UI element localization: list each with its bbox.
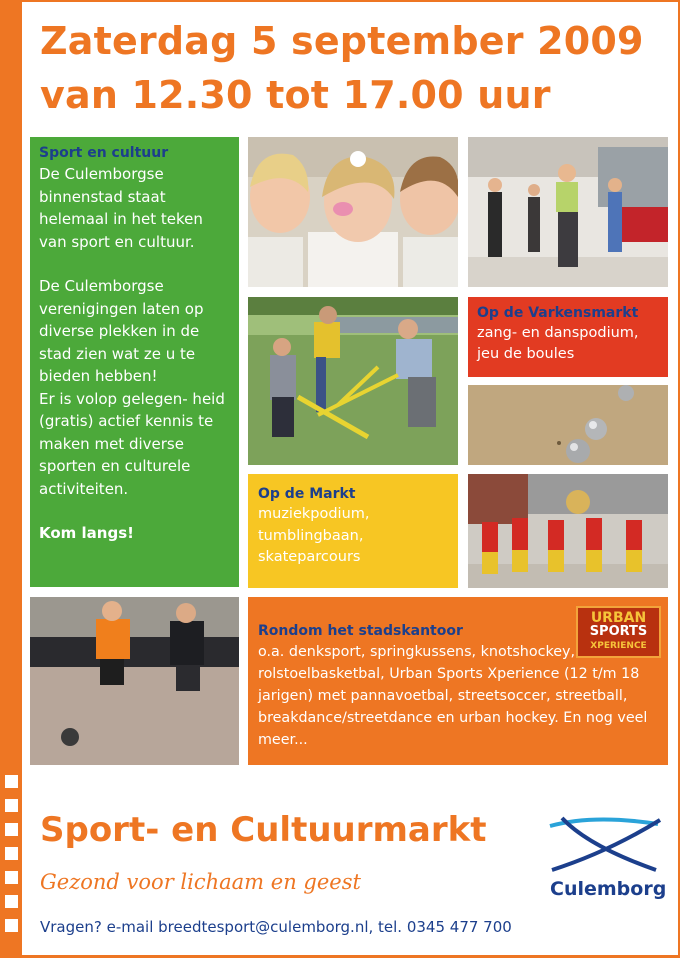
culemborg-logo-mark bbox=[548, 816, 664, 874]
panel-text: zang- en danspodium, jeu de boules bbox=[477, 325, 639, 362]
border-notch bbox=[5, 823, 18, 836]
logo-text: SPORTS bbox=[589, 624, 648, 639]
event-time: van 12.30 tot 17.00 uur bbox=[40, 73, 551, 117]
event-tagline: Gezond voor lichaam en geest bbox=[40, 870, 361, 894]
event-name: Sport- en Cultuurmarkt bbox=[40, 810, 487, 850]
panel-text: Er is volop gelegen- heid (gratis) actief kennis te maken met diverse sporten en culturele activiteiten. bbox=[39, 389, 225, 498]
panel-text: muziekpodium, tumblingbaan, skateparcours bbox=[258, 506, 370, 565]
panel-sport-en-cultuur bbox=[30, 137, 239, 587]
logo-text: URBAN bbox=[590, 610, 647, 626]
event-date: Zaterdag 5 september 2009 bbox=[40, 19, 644, 63]
call-to-action: Kom langs! bbox=[39, 524, 134, 542]
panel-varkensmarkt bbox=[468, 297, 668, 377]
panel-title: Op de Varkensmarkt bbox=[477, 305, 639, 321]
panel-text: o.a. denksport, springkussens, knotshockey, rolstoelbasketbal, Urban Sports Xperience (12 t/m 18 jarigen) met pannavoetbal, streetsoccer, streetball, breakdance/streetdance en urban hockey. En nog veel meer... bbox=[258, 644, 648, 748]
logo-text: XPERIENCE bbox=[590, 641, 647, 651]
photo-street-football bbox=[30, 597, 239, 765]
photo-dancers bbox=[468, 137, 668, 287]
culemborg-logo-text: Culemborg bbox=[550, 878, 667, 900]
panel-title: Rondom het stadskantoor bbox=[258, 623, 463, 639]
border-notch bbox=[5, 919, 18, 932]
photo-children bbox=[248, 137, 458, 287]
panel-text: De Culemborgse verenigingen laten op diverse plekken in de stad zien wat ze u te bieden hebben! bbox=[39, 277, 204, 385]
photo-jeu-de-boules bbox=[468, 385, 668, 465]
event-date-heading bbox=[40, 14, 644, 122]
photo-brass-band bbox=[468, 474, 668, 588]
urban-sports-xperience-logo bbox=[576, 606, 661, 658]
border-notch bbox=[5, 775, 18, 788]
panel-title: Sport en cultuur bbox=[39, 145, 169, 161]
border-notch bbox=[5, 799, 18, 812]
border-notch bbox=[5, 895, 18, 908]
photo-hockey bbox=[248, 297, 458, 465]
border-notch bbox=[5, 871, 18, 884]
panel-intro: De Culemborgse binnenstad staat helemaal in het teken van sport en cultuur. bbox=[39, 165, 203, 251]
border-notch bbox=[5, 847, 18, 860]
contact-info: Vragen? e-mail breedtesport@culemborg.nl, tel. 0345 477 700 bbox=[40, 918, 512, 936]
panel-markt bbox=[248, 474, 458, 588]
panel-title: Op de Markt bbox=[258, 486, 356, 502]
